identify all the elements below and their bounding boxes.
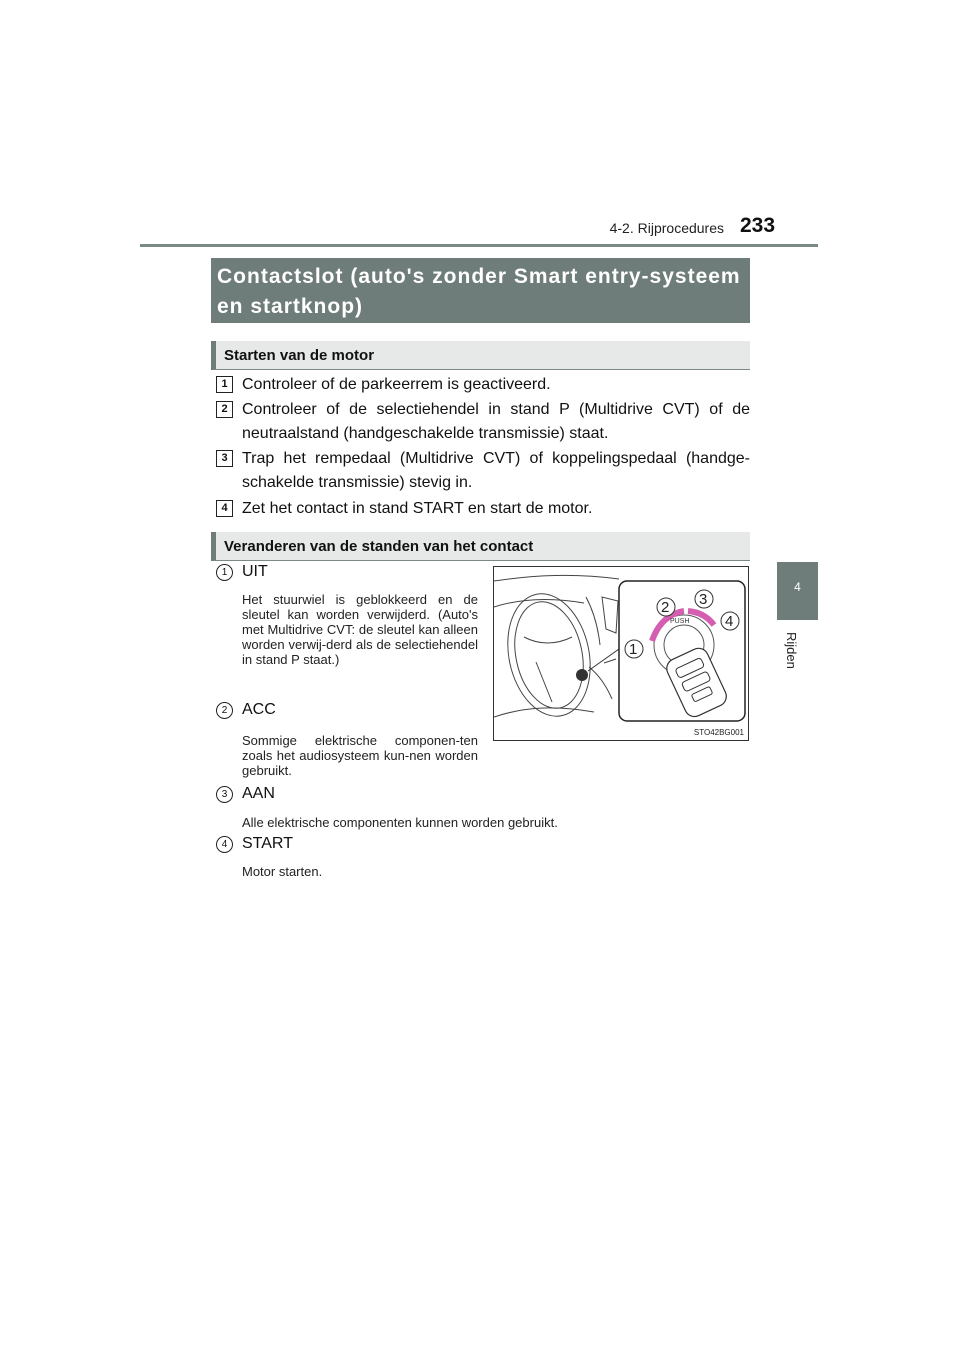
chapter-label: Rijden xyxy=(784,632,799,669)
callout-4: 4 xyxy=(725,613,734,630)
callout-3: 3 xyxy=(699,591,708,608)
ignition-slot-icon xyxy=(576,669,588,681)
step-2 xyxy=(216,398,750,446)
chapter-tab xyxy=(777,562,818,620)
position-number: 3 xyxy=(216,786,233,803)
page-title: Contactslot (auto's zonder Smart entry-systeem en startknop) xyxy=(211,258,750,323)
ignition-illustration xyxy=(493,566,749,741)
step-text: Zet het contact in stand START en start de motor. xyxy=(242,500,593,517)
step-number: 1 xyxy=(216,376,233,393)
ignition-drawing xyxy=(494,567,748,740)
step-text: Trap het rempedaal (Multidrive CVT) of koppelingspedaal (handge-schakelde transmissie) stevig in. xyxy=(242,450,750,491)
callout-1: 1 xyxy=(629,641,638,658)
push-text: PUSH xyxy=(670,618,690,625)
step-number: 4 xyxy=(216,500,233,517)
dashboard-outline xyxy=(494,575,619,581)
positions-section-heading: Veranderen van de standen van het contact xyxy=(211,532,750,561)
step-number: 3 xyxy=(216,450,233,467)
chapter-number: 4 xyxy=(794,580,801,594)
start-section-heading: Starten van de motor xyxy=(211,341,750,370)
position-number: 2 xyxy=(216,702,233,719)
page-number: 233 xyxy=(740,214,776,237)
step-number: 2 xyxy=(216,401,233,418)
position-number: 1 xyxy=(216,564,233,581)
position-description: Sommige elektrische componen-ten zoals het audiosysteem kun-nen worden gebruikt. xyxy=(242,733,478,778)
step-1 xyxy=(216,373,750,397)
step-text: Controleer of de selectiehendel in stand P (Multidrive CVT) of de neutraalstand (handgeschakelde transmissie) staat. xyxy=(242,401,750,442)
chapter-label-wrap xyxy=(785,632,805,692)
figure-code: STO42BG001 xyxy=(693,728,744,737)
position-description: Het stuurwiel is geblokkeerd en de sleutel kan worden verwijderd. (Auto's met Multidrive CVT: de sleutel kan alleen worden verwij-derd als de selectiehendel in stand P staat.) xyxy=(242,592,478,667)
step-4 xyxy=(216,497,750,521)
section-breadcrumb: 4-2. Rijprocedures xyxy=(609,220,724,236)
step-text: Controleer of de parkeerrem is geactiveerd. xyxy=(242,376,551,393)
position-number: 4 xyxy=(216,836,233,853)
position-label: START xyxy=(242,835,293,852)
callout-2: 2 xyxy=(661,599,670,616)
position-label: ACC xyxy=(242,701,276,718)
position-label: UIT xyxy=(242,563,268,580)
steering-wheel-icon xyxy=(497,586,601,724)
position-description: Alle elektrische componenten kunnen worden gebruikt. xyxy=(242,815,558,830)
header-divider xyxy=(140,244,818,247)
step-3 xyxy=(216,447,750,495)
position-description: Motor starten. xyxy=(242,864,323,879)
position-label: AAN xyxy=(242,785,275,802)
